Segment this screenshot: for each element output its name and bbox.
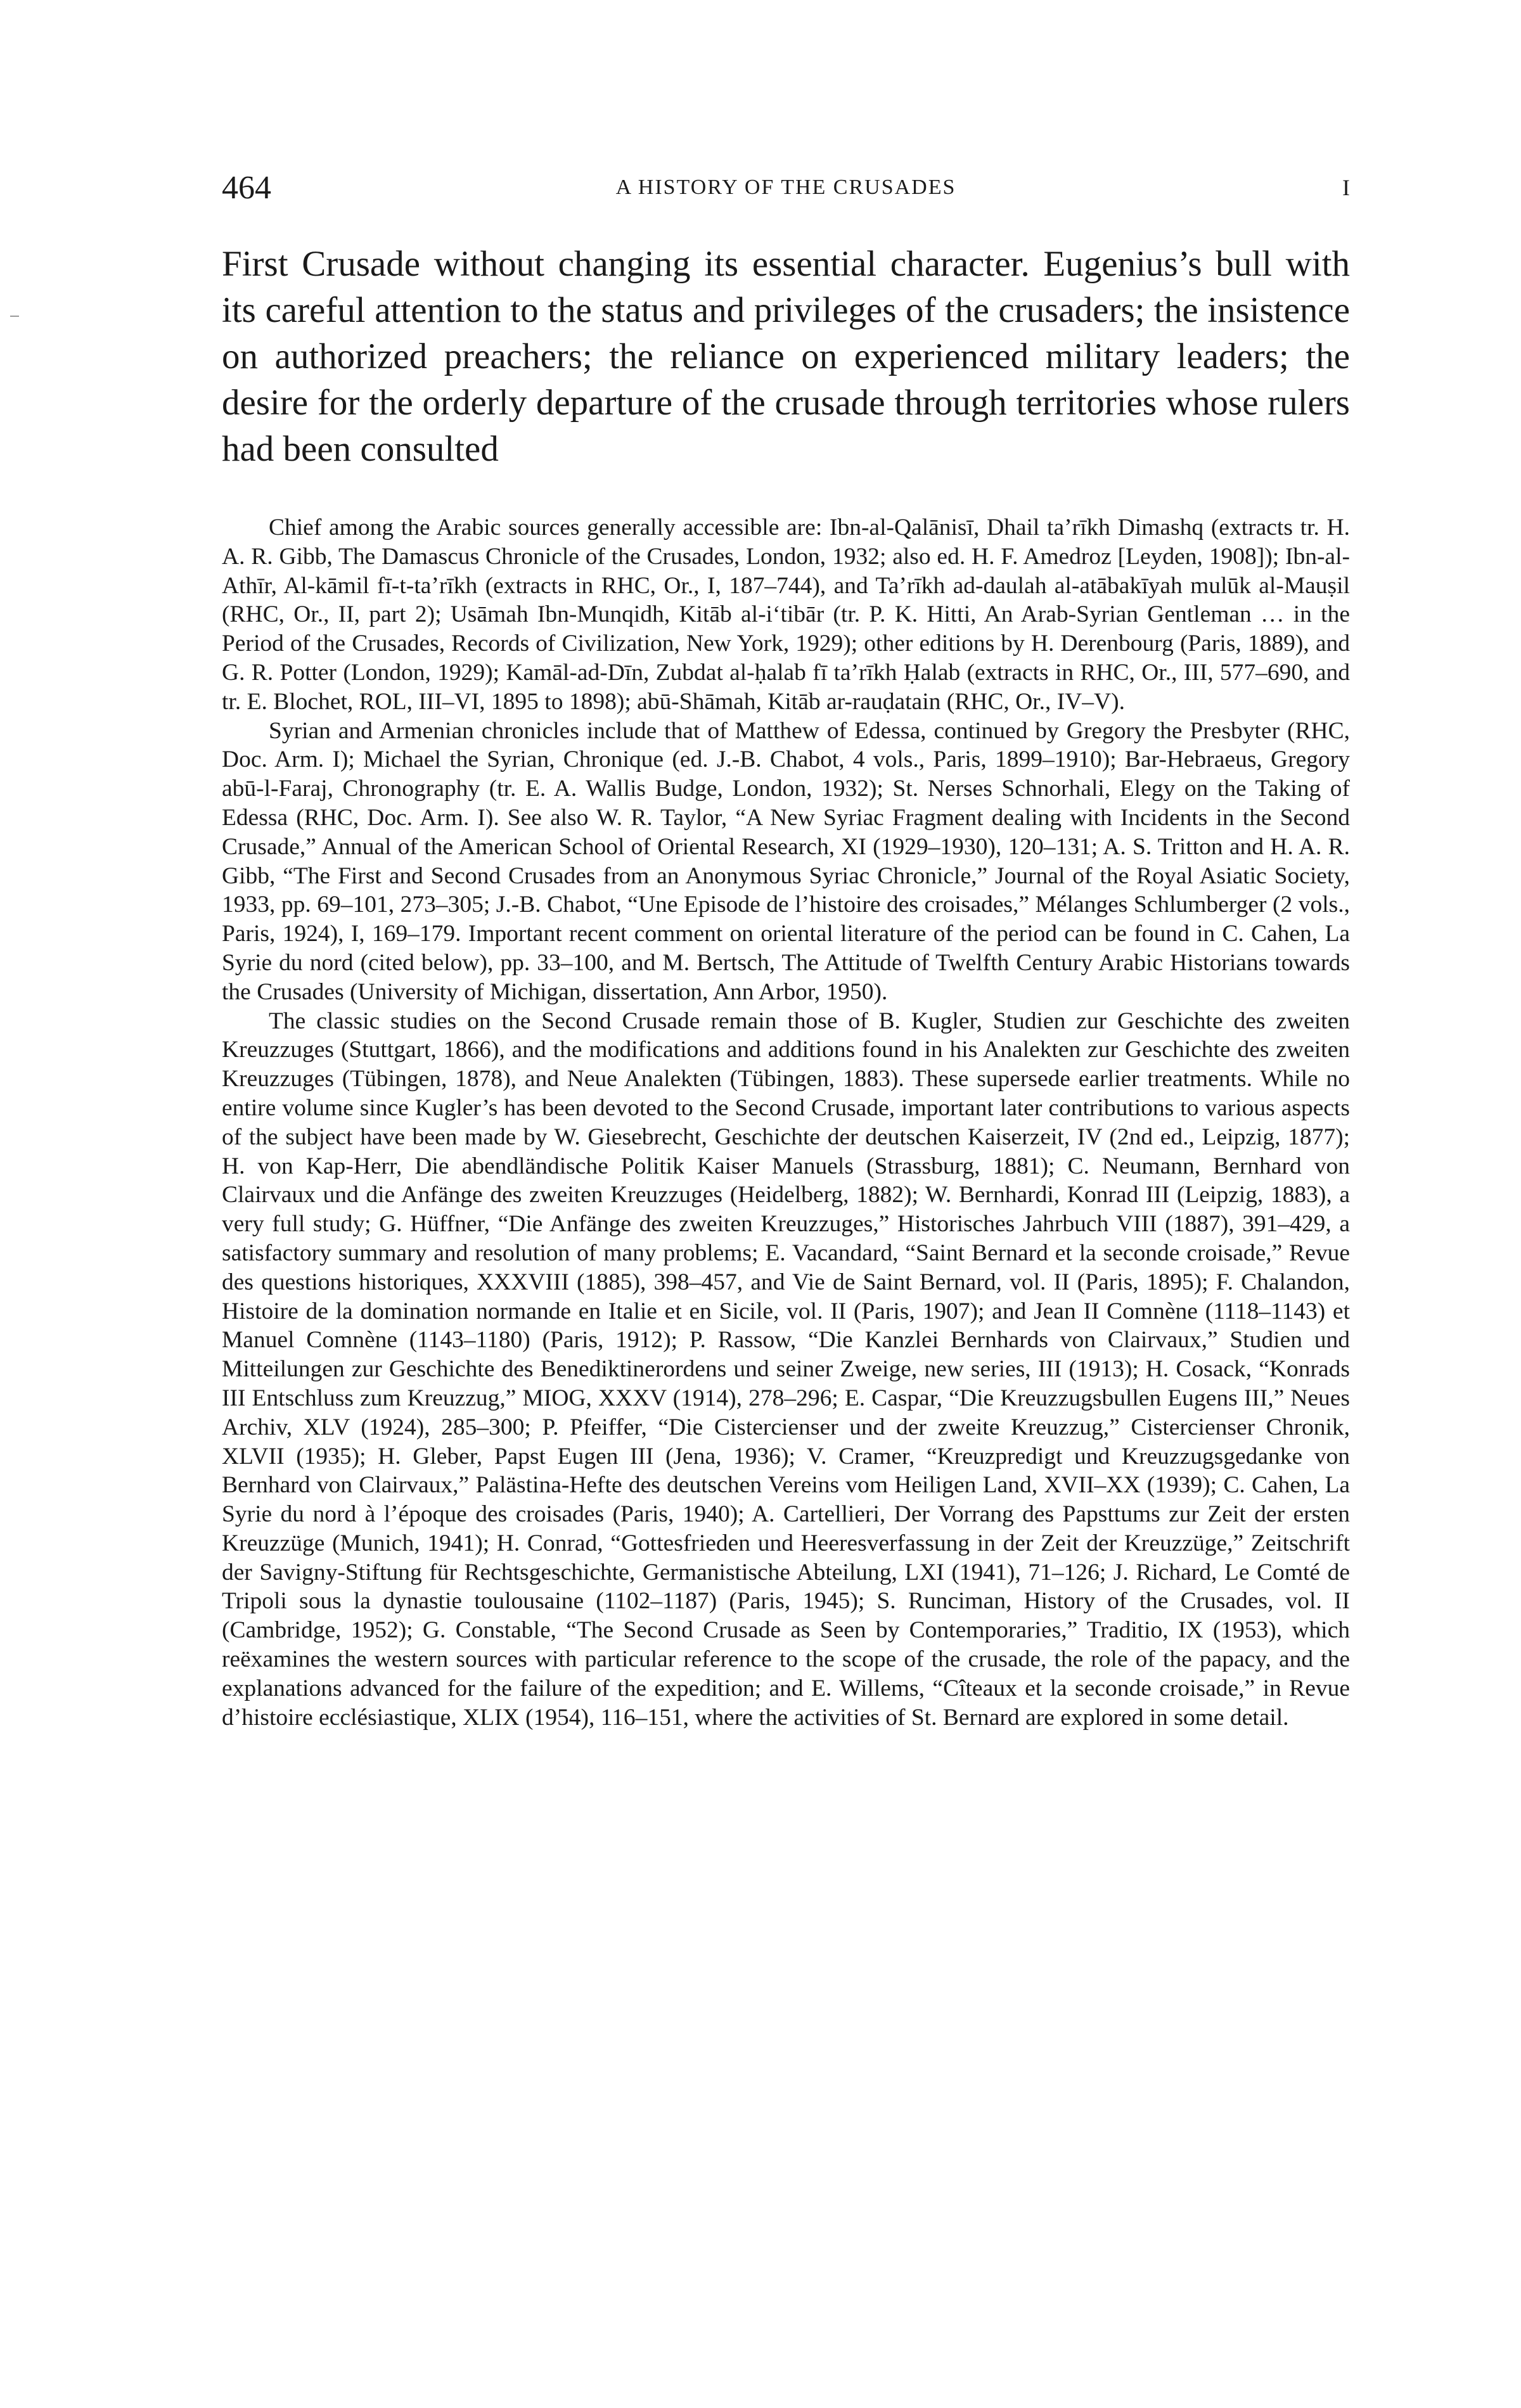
note-paragraph-arabic-sources: Chief among the Arabic sources generally accessible are: Ibn-al-Qalānisī, Dhail ta’rīkh Dimashq (extracts tr. H. A. R. Gibb, The Damascus Chronicle of the Crusades, London, 1932; also ed. H. F. Amedroz [Leyden, 1908]); Ibn-al-Athīr, Al-kāmil fī-t-ta’rīkh (extracts in RHC, Or., I, 187–744), and Ta’rīkh ad-daulah al-atābakīyah mulūk al-Mauṣil (RHC, Or., II, part 2); Usāmah Ibn-Munqidh, Kitāb al-i‘tibār (tr. P. K. Hitti, An Arab-Syrian Gentleman … in the Period of the Crusades, Records of Civilization, New York, 1929); other editions by H. Derenbourg (Paris, 1889), and G. R. Potter (London, 1929); Kamāl-ad-Dīn, Zubdat al-ḥalab fī ta’rīkh Ḥalab (extracts in RHC, Or., III, 577–690, and tr. E. Blochet, ROL, III–VI, 1895 to 1898); abū-Shāmah, Kitāb ar-rauḍatain (RHC, Or., IV–V).: [222, 515, 1350, 715]
margin-mark: [10, 316, 19, 317]
note-paragraph-classic-studies: The classic studies on the Second Crusade remain those of B. Kugler, Studien zur Geschichte des zweiten Kreuzzuges (Stuttgart, 1866), and the modifications and additions found in his Analekten zur Geschichte des zweiten Kreuzzuges (Tübingen, 1878), and Neue Analekten (Tübingen, 1883). These supersede earlier treatments. While no entire volume since Kugler’s has been devoted to the Second Crusade, important later contributions to various aspects of the subject have been made by W. Giesebrecht, Geschichte der deutschen Kaiserzeit, IV (2nd ed., Leipzig, 1877); H. von Kap-Herr, Die abendländische Politik Kaiser Manuels (Strassburg, 1881); C. Neumann, Bernhard von Clairvaux und die Anfänge des zweiten Kreuzzuges (Heidelberg, 1882); W. Bernhardi, Konrad III (Leipzig, 1883), a very full study; G. Hüffner, “Die Anfänge des zweiten Kreuzzuges,” Historisches Jahrbuch VIII (1887), 391–429, a satisfactory summary and resolution of many problems; E. Vacandard, “Saint Bernard et la seconde croisade,” Revue des questions historiques, XXXVIII (1885), 398–457, and Vie de Saint Bernard, vol. II (Paris, 1895); F. Chalandon, Histoire de la domination normande en Italie et en Sicile, vol. II (Paris, 1907); and Jean II Comnène (1118–1143) et Manuel Comnène (1143–1180) (Paris, 1912); P. Rassow, “Die Kanzlei Bernhards von Clairvaux,” Studien und Mitteilungen zur Geschichte des Benediktinerordens und seiner Zweige, new series, III (1913); H. Cosack, “Konrads III Entschluss zum Kreuzzug,” MIOG, XXXV (1914), 278–296; E. Caspar, “Die Kreuzzugsbullen Eugens III,” Neues Archiv, XLV (1924), 285–300; P. Pfeiffer, “Die Cistercienser und der zweite Kreuzzug,” Cistercienser Chronik, XLVII (1935); H. Gleber, Papst Eugen III (Jena, 1936); V. Cramer, “Kreuzpredigt und Kreuzzugsgedanke von Bernhard von Clairvaux,” Palästina-Hefte des deutschen Vereins vom Heiligen Land, XVII–XX (1939); C. Cahen, La Syrie du nord à l’époque des croisades (Paris, 1940); A. Cartellieri, Der Vorrang des Papsttums zur Zeit der ersten Kreuzzüge (Munich, 1941); H. Conrad, “Gottesfrieden und Heeresverfassung in der Zeit der Kreuzzüge,” Zeitschrift der Savigny-Stiftung für Rechtsgeschichte, Germanistische Abteilung, LXI (1941), 71–126; J. Richard, Le Comté de Tripoli sous la dynastie toulousaine (1102–1187) (Paris, 1945); S. Runciman, History of the Crusades, vol. II (Cambridge, 1952); G. Constable, “The Second Crusade as Seen by Contemporaries,” Traditio, IX (1953), which reëxamines the western sources with particular reference to the scope of the crusade, the role of the papacy, and the explanations advanced for the failure of the expedition; and E. Willems, “Cîteaux et la seconde croisade,” in Revue d’histoire ecclésiastique, XLIX (1954), 116–151, where the activities of St. Bernard are explored in some detail.: [222, 1008, 1350, 1731]
page-number: 464: [222, 170, 271, 206]
note-paragraph-syrian-armenian-chronicles: Syrian and Armenian chronicles include that of Matthew of Edessa, continued by Gregory the Presbyter (RHC, Doc. Arm. I); Michael the Syrian, Chronique (ed. J.-B. Chabot, 4 vols., Paris, 1899–1910); Bar-Hebraeus, Gregory abū-l-Faraj, Chronography (tr. E. A. Wallis Budge, London, 1932); St. Nerses Schnorhali, Elegy on the Taking of Edessa (RHC, Doc. Arm. I). See also W. R. Taylor, “A New Syriac Fragment dealing with Incidents in the Second Crusade,” Annual of the American School of Oriental Research, XI (1929–1930), 120–131; A. S. Tritton and H. A. R. Gibb, “The First and Second Crusades from an Anonymous Syriac Chronicle,” Journal of the Royal Asiatic Society, 1933, pp. 69–101, 273–305; J.-B. Chabot, “Une Episode de l’histoire des croisades,” Mélanges Schlumberger (2 vols., Paris, 1924), I, 169–179. Important recent comment on oriental literature of the period can be found in C. Cahen, La Syrie du nord (cited below), pp. 33–100, and M. Bertsch, The Attitude of Twelfth Century Arabic Historians towards the Crusades (University of Michigan, dissertation, Ann Arbor, 1950).: [222, 717, 1350, 1005]
volume-mark: I: [1342, 175, 1350, 200]
running-title: A HISTORY OF THE CRUSADES: [615, 176, 956, 199]
body-paragraph: First Crusade without changing its essential character. Eugenius’s bull with its careful attention to the status and privileges of the crusaders; the insistence on authorized preachers; the reliance on experienced military leaders; the desire for the orderly departure of the crusade through territories whose rulers had been consulted: [222, 244, 1350, 469]
bibliographic-note: [222, 513, 1350, 1732]
running-head: [222, 166, 1350, 210]
